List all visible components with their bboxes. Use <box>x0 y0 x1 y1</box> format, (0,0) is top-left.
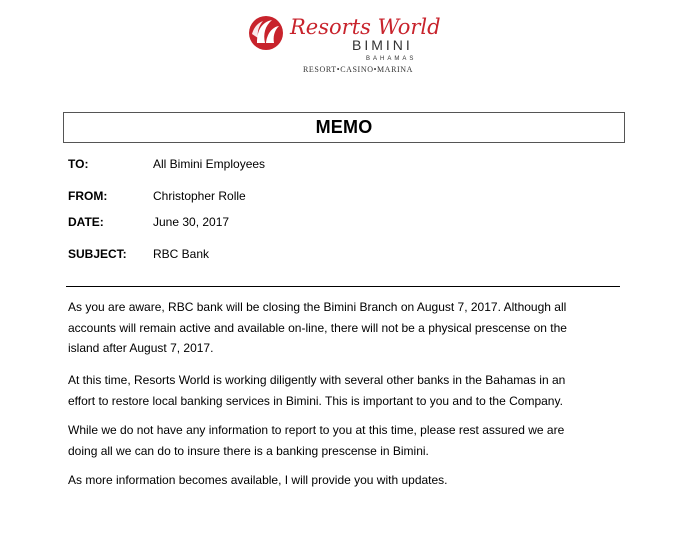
memo-date-label: DATE: <box>68 215 104 229</box>
memo-from-label: FROM: <box>68 189 108 203</box>
resorts-world-logo <box>246 12 446 74</box>
memo-to-label: TO: <box>68 157 89 171</box>
memo-to-value: All Bimini Employees <box>153 157 266 171</box>
memo-title: MEMO <box>315 117 373 137</box>
memo-title-box <box>63 112 625 143</box>
memo-subject-value: RBC Bank <box>153 247 210 261</box>
memo-paragraph: As you are aware, RBC bank will be closing the Bimini Branch on August 7, 2017. Although all accounts will remain active and available on-line, there will not be a physical prescense on the island after August 7, 2017. <box>68 300 567 355</box>
logo-location-text: BIMINI <box>352 37 413 53</box>
memo-from-value: Christopher Rolle <box>153 189 246 203</box>
logo-tagline-text: RESORT•CASINO•MARINA <box>303 65 414 74</box>
memo-paragraph: At this time, Resorts World is working diligently with several other banks in the Bahamas in an effort to restore local banking services in Bimini. This is important to you and to the Company. <box>68 373 566 408</box>
memo-paragraph: As more information becomes available, I will provide you with updates. <box>68 473 448 487</box>
logo-script-text: Resorts World <box>290 15 441 39</box>
memo-date-value: June 30, 2017 <box>153 215 230 229</box>
memo-subject-label: SUBJECT: <box>68 247 127 261</box>
resorts-world-swirl-icon <box>249 16 283 50</box>
logo-region-text: BAHAMAS <box>366 56 417 62</box>
header-divider <box>66 286 620 287</box>
memo-paragraph: While we do not have any information to report to you at this time, please rest assured we are doing all we can do to insure there is a banking prescense in Bimini. <box>68 423 565 458</box>
